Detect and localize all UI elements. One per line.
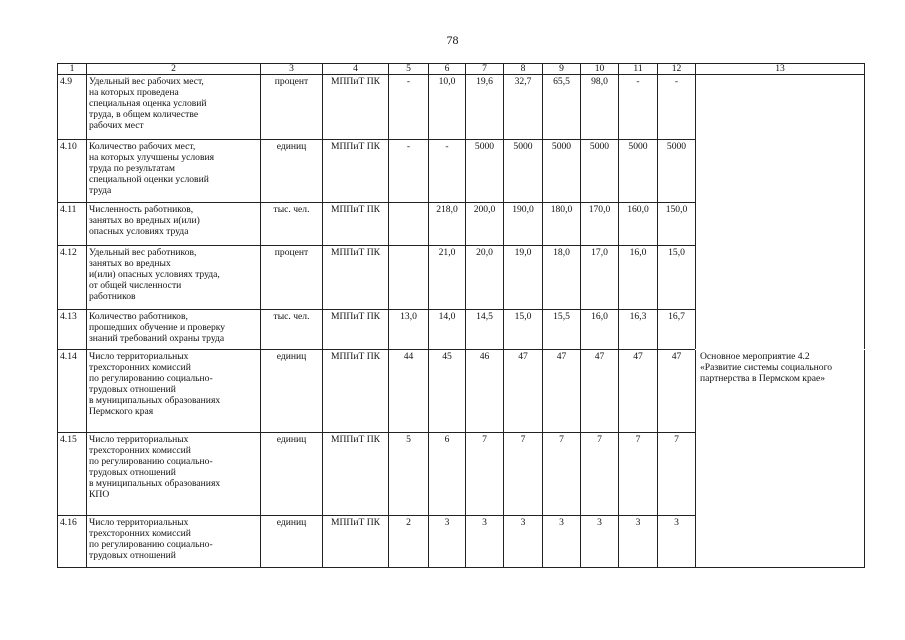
- value-cell: 3: [466, 516, 504, 568]
- value-cell: 150,0: [658, 203, 696, 246]
- unit-of-measure: тыс. чел.: [261, 310, 323, 350]
- responsible-body: МППиТ ПК: [323, 203, 389, 246]
- unit-of-measure: единиц: [261, 350, 323, 433]
- indicator-name: Численность работников, занятых во вредных и(или) опасных условиях труда: [87, 203, 261, 246]
- value-cell: 18,0: [543, 246, 581, 310]
- page-number: 78: [446, 33, 459, 47]
- value-cell: 5000: [619, 140, 658, 203]
- row-number: 4.16: [58, 516, 87, 568]
- column-number-header: 10: [581, 64, 619, 75]
- value-cell: 3: [429, 516, 466, 568]
- value-cell: 3: [543, 516, 581, 568]
- value-cell: 5000: [581, 140, 619, 203]
- value-cell: 17,0: [581, 246, 619, 310]
- responsible-body: МППиТ ПК: [323, 516, 389, 568]
- value-cell: 5000: [543, 140, 581, 203]
- value-cell: 5: [389, 433, 429, 516]
- value-cell: 218,0: [429, 203, 466, 246]
- indicator-name: Число территориальных трехсторонних комиссий по регулированию социально- трудовых отношений в муниципальных образованиях КПО: [87, 433, 261, 516]
- value-cell: 14,5: [466, 310, 504, 350]
- unit-of-measure: процент: [261, 75, 323, 140]
- value-cell: 190,0: [504, 203, 543, 246]
- value-cell: 160,0: [619, 203, 658, 246]
- unit-of-measure: процент: [261, 246, 323, 310]
- value-cell: 15,0: [504, 310, 543, 350]
- value-cell: 32,7: [504, 75, 543, 140]
- value-cell: 65,5: [543, 75, 581, 140]
- value-cell: 44: [389, 350, 429, 433]
- row-number: 4.10: [58, 140, 87, 203]
- value-cell: 7: [466, 433, 504, 516]
- value-cell: 14,0: [429, 310, 466, 350]
- row-number: 4.14: [58, 350, 87, 433]
- value-cell: 21,0: [429, 246, 466, 310]
- value-cell: 170,0: [581, 203, 619, 246]
- value-cell: 6: [429, 433, 466, 516]
- value-cell: 7: [619, 433, 658, 516]
- value-cell: 13,0: [389, 310, 429, 350]
- value-cell: 45: [429, 350, 466, 433]
- indicator-name: Число территориальных трехсторонних комиссий по регулированию социально- трудовых отношений в муниципальных образованиях Пермского края: [87, 350, 261, 433]
- indicator-name: Удельный вес рабочих мест, на которых проведена специальная оценка условий труда, в общем количестве рабочих мест: [87, 75, 261, 140]
- value-cell: 5000: [466, 140, 504, 203]
- value-cell: 46: [466, 350, 504, 433]
- value-cell: -: [658, 75, 696, 140]
- column-number-header: 13: [696, 64, 865, 75]
- responsible-body: МППиТ ПК: [323, 246, 389, 310]
- value-cell: 15,5: [543, 310, 581, 350]
- value-cell: 5000: [658, 140, 696, 203]
- value-cell: 19,0: [504, 246, 543, 310]
- value-cell: 16,3: [619, 310, 658, 350]
- note-cell: Основное мероприятие 4.2 «Развитие системы социального партнерства в Пермском крае»: [696, 350, 865, 568]
- value-cell: 7: [543, 433, 581, 516]
- column-number-header: 7: [466, 64, 504, 75]
- responsible-body: МППиТ ПК: [323, 140, 389, 203]
- value-cell: -: [389, 75, 429, 140]
- column-number-header: 8: [504, 64, 543, 75]
- indicator-name: Количество рабочих мест, на которых улучшены условия труда по результатам специальной оценки условий труда: [87, 140, 261, 203]
- row-number: 4.9: [58, 75, 87, 140]
- table-row: [58, 75, 865, 140]
- value-cell: 98,0: [581, 75, 619, 140]
- unit-of-measure: единиц: [261, 140, 323, 203]
- responsible-body: МППиТ ПК: [323, 75, 389, 140]
- row-number: 4.12: [58, 246, 87, 310]
- value-cell: 19,6: [466, 75, 504, 140]
- value-cell: 7: [658, 433, 696, 516]
- value-cell: 20,0: [466, 246, 504, 310]
- value-cell: [389, 246, 429, 310]
- indicator-name: Число территориальных трехсторонних комиссий по регулированию социально- трудовых отношений: [87, 516, 261, 568]
- column-number-header: 4: [323, 64, 389, 75]
- value-cell: 7: [504, 433, 543, 516]
- value-cell: 180,0: [543, 203, 581, 246]
- indicators-table: [57, 63, 865, 568]
- value-cell: 16,7: [658, 310, 696, 350]
- row-number: 4.11: [58, 203, 87, 246]
- value-cell: 3: [658, 516, 696, 568]
- indicator-name: Удельный вес работников, занятых во вредных и(или) опасных условиях труда, от общей численности работников: [87, 246, 261, 310]
- row-number: 4.15: [58, 433, 87, 516]
- note-cell-empty: [696, 75, 865, 350]
- value-cell: 15,0: [658, 246, 696, 310]
- value-cell: 5000: [504, 140, 543, 203]
- column-number-header: 9: [543, 64, 581, 75]
- column-number-header: 3: [261, 64, 323, 75]
- unit-of-measure: тыс. чел.: [261, 203, 323, 246]
- value-cell: 200,0: [466, 203, 504, 246]
- value-cell: 7: [581, 433, 619, 516]
- value-cell: -: [429, 140, 466, 203]
- value-cell: 47: [581, 350, 619, 433]
- row-number: 4.13: [58, 310, 87, 350]
- column-number-header: 12: [658, 64, 696, 75]
- column-number-header: 6: [429, 64, 466, 75]
- value-cell: 10,0: [429, 75, 466, 140]
- value-cell: -: [389, 140, 429, 203]
- indicator-name: Количество работников, прошедших обучение и проверку знаний требований охраны труда: [87, 310, 261, 350]
- unit-of-measure: единиц: [261, 433, 323, 516]
- value-cell: 16,0: [619, 246, 658, 310]
- column-number-header: 2: [87, 64, 261, 75]
- table-row: [58, 350, 865, 433]
- responsible-body: МППиТ ПК: [323, 350, 389, 433]
- value-cell: 47: [504, 350, 543, 433]
- value-cell: 47: [543, 350, 581, 433]
- value-cell: -: [619, 75, 658, 140]
- responsible-body: МППиТ ПК: [323, 310, 389, 350]
- unit-of-measure: единиц: [261, 516, 323, 568]
- value-cell: 2: [389, 516, 429, 568]
- value-cell: [389, 203, 429, 246]
- column-number-header: 1: [58, 64, 87, 75]
- column-number-header: 11: [619, 64, 658, 75]
- column-number-header: 5: [389, 64, 429, 75]
- value-cell: 47: [658, 350, 696, 433]
- responsible-body: МППиТ ПК: [323, 433, 389, 516]
- value-cell: 47: [619, 350, 658, 433]
- value-cell: 3: [581, 516, 619, 568]
- value-cell: 3: [504, 516, 543, 568]
- value-cell: 16,0: [581, 310, 619, 350]
- header-row: [58, 64, 865, 75]
- value-cell: 3: [619, 516, 658, 568]
